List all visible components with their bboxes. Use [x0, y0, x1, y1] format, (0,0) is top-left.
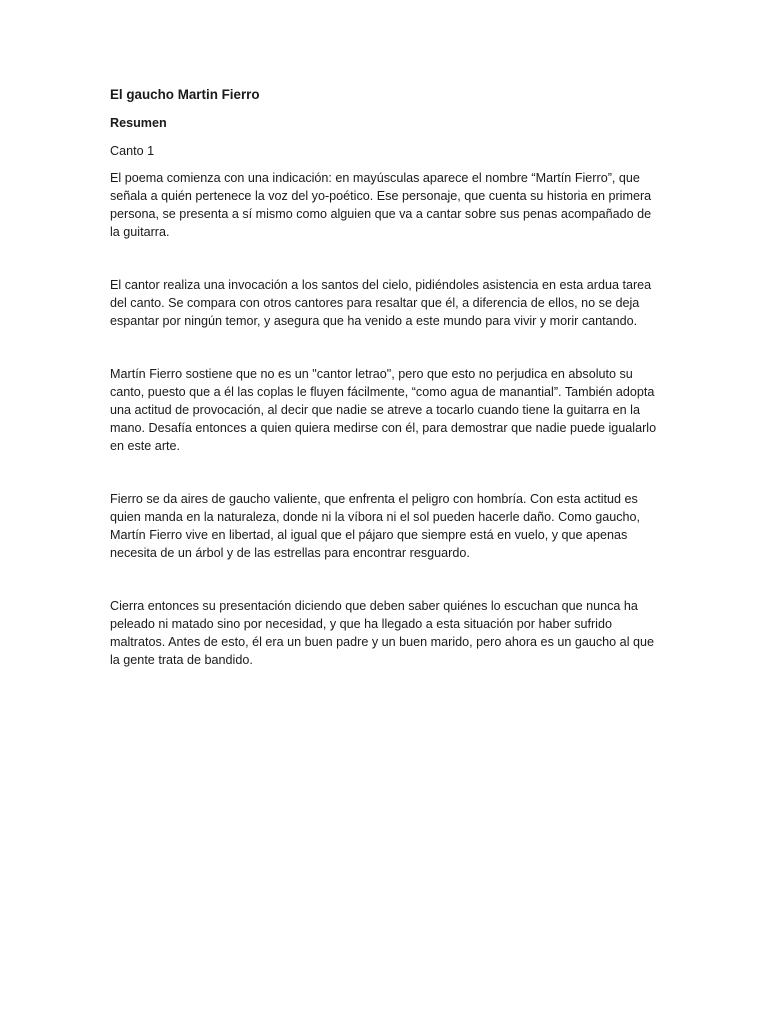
document-body [110, 86, 660, 704]
document-subtitle: Resumen [110, 116, 167, 130]
paragraph-3: Martín Fierro sostiene que no es un "cantor letrao", pero que esto no perjudica en absoluto su canto, puesto que a él las coplas le fluyen fácilmente, “como agua de manantial”. También adopta una actitud de provocación, al decir que nadie se atreve a tocarlo cuando tiene la guitarra en la mano. Desafía entonces a quien quiera medirse con él, para demostrar que nadie puede igualarlo en este arte. [110, 367, 657, 453]
document-title: El gaucho Martin Fierro [110, 87, 260, 102]
section-heading: Canto 1 [110, 144, 155, 158]
paragraph-2: El cantor realiza una invocación a los santos del cielo, pidiéndoles asistencia en esta ardua tarea del canto. Se compara con otros cantores para resaltar que él, a diferencia de ellos, no se deja espantar por ningún temor, y asegura que ha venido a este mundo para vivir y morir cantando. [110, 278, 652, 328]
paragraph-5: Cierra entonces su presentación diciendo que deben saber quiénes lo escuchan que nunca ha peleado ni matado sino por necesidad, y que ha llegado a esta situación por haber sufrido maltratos. Antes de esto, él era un buen padre y un buen marido, pero ahora es un gaucho al que la gente trata de bandido. [110, 599, 654, 667]
paragraph-1: El poema comienza con una indicación: en mayúsculas aparece el nombre “Martín Fierro”, que señala a quién pertenece la voz del yo-poético. Ese personaje, que cuenta su historia en primera persona, se presenta a sí mismo como alguien que va a cantar sobre sus penas acompañado de la guitarra. [110, 171, 652, 239]
paragraph-4: Fierro se da aires de gaucho valiente, que enfrenta el peligro con hombría. Con esta actitud es quien manda en la naturaleza, donde ni la víbora ni el sol pueden hacerle daño. Como gaucho, Martín Fierro vive en libertad, al igual que el pájaro que siempre está en vuelo, y que apenas necesita de un árbol y de las estrellas para encontrar resguardo. [110, 492, 641, 560]
